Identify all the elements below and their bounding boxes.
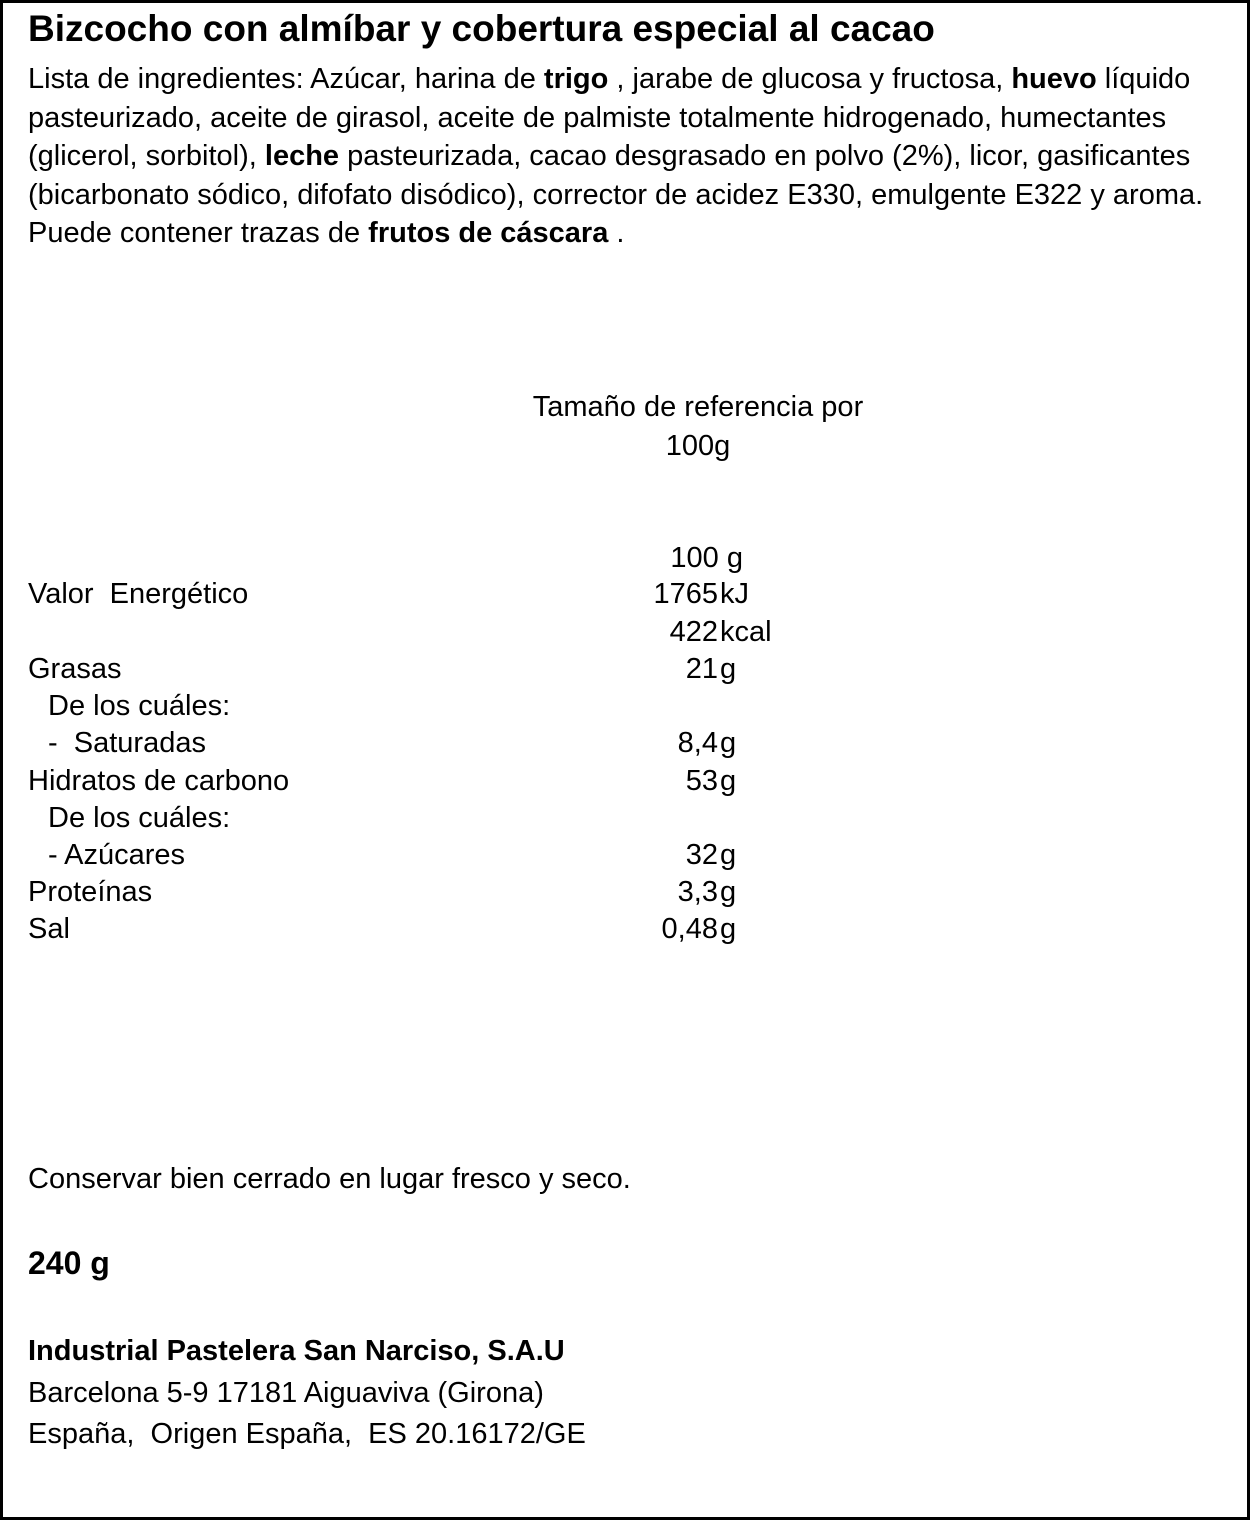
allergen-trigo: trigo [543,63,609,95]
ingredients-text: , jarabe de glucosa y fructosa, [608,63,1012,95]
nutrition-unit: kcal [720,616,772,648]
nutrition-value: 422 [669,616,718,648]
nutrition-label: Grasas [28,653,122,685]
nutrition-value: 3,3 [677,876,718,908]
nutrition-row-grasas [3,651,1250,687]
nutrition-value: 1765 [653,578,718,610]
net-weight: 240 g [28,1245,110,1281]
nutrition-row-energy-kcal [3,614,1250,650]
reference-size-line2: 100g [665,429,731,462]
manufacturer-name: Industrial Pastelera San Narciso, S.A.U [28,1335,565,1367]
nutrition-row-azucares [3,837,1250,873]
nutrition-unit: g [720,839,737,871]
nutrition-row-hidratos [3,763,1250,799]
manufacturer-address: Barcelona 5-9 17181 Aiguaviva (Girona) [28,1377,544,1409]
nutrition-row-sal [3,911,1250,947]
reference-size-header [443,388,953,465]
product-title: Bizcocho con almíbar y cobertura especial al cacao [28,8,935,49]
nutrition-row-saturadas [3,725,1250,761]
nutrition-label: Proteínas [28,876,153,908]
nutrition-value: 53 [685,765,718,797]
ingredients-text: . [608,217,625,249]
ingredients-text: pasteurizada, cacao desgrasado en polvo (2%), licor, gasificantes (bicarbonato sódico, difofato disódico), corrector de acidez E330, emulgente E322 y aroma. Puede contener trazas de [28,140,1204,249]
nutrition-label: De los cuáles: [48,802,231,834]
nutrition-unit: g [720,765,737,797]
ingredients-text: líquido pasteurizado, aceite de girasol, aceite de palmiste totalmente hidrogenado, humectantes (glicerol, sorbitol), [28,63,1191,172]
nutrition-label: De los cuáles: [48,690,231,722]
nutrition-value: 32 [685,839,718,871]
allergen-leche: leche [264,140,340,172]
nutrition-unit: g [720,913,737,945]
per-100g-column-header: 100 g [670,542,743,574]
storage-instructions: Conservar bien cerrado en lugar fresco y seco. [28,1163,631,1195]
nutrition-label: - Azúcares [48,839,185,871]
nutrition-unit: g [720,727,737,759]
nutrition-row-subheading [3,800,1250,836]
manufacturer-origin: España, Origen España, ES 20.16172/GE [28,1418,586,1450]
reference-size-line1: Tamaño de referencia por [532,391,864,423]
nutrition-value: 0,48 [661,913,718,945]
nutrition-unit: g [720,876,737,908]
nutrition-label: Hidratos de carbono [28,765,290,797]
nutrition-unit: kJ [720,578,749,610]
nutrition-label: - Saturadas [48,727,206,759]
nutrition-unit: g [720,653,737,685]
nutrition-label: Valor Energético [28,578,249,610]
nutrition-value: 8,4 [677,727,718,759]
nutrition-row-proteinas [3,874,1250,910]
ingredients-text: Lista de ingredientes: Azúcar, harina de [28,63,544,95]
nutrition-row-energy-kj [3,576,1250,612]
ingredients-list [28,60,1218,253]
allergen-frutos-de-cascara: frutos de cáscara [368,217,609,249]
nutrition-row-subheading [3,688,1250,724]
allergen-huevo: huevo [1011,63,1097,95]
nutrition-value: 21 [685,653,718,685]
nutrition-label: Sal [28,913,70,945]
